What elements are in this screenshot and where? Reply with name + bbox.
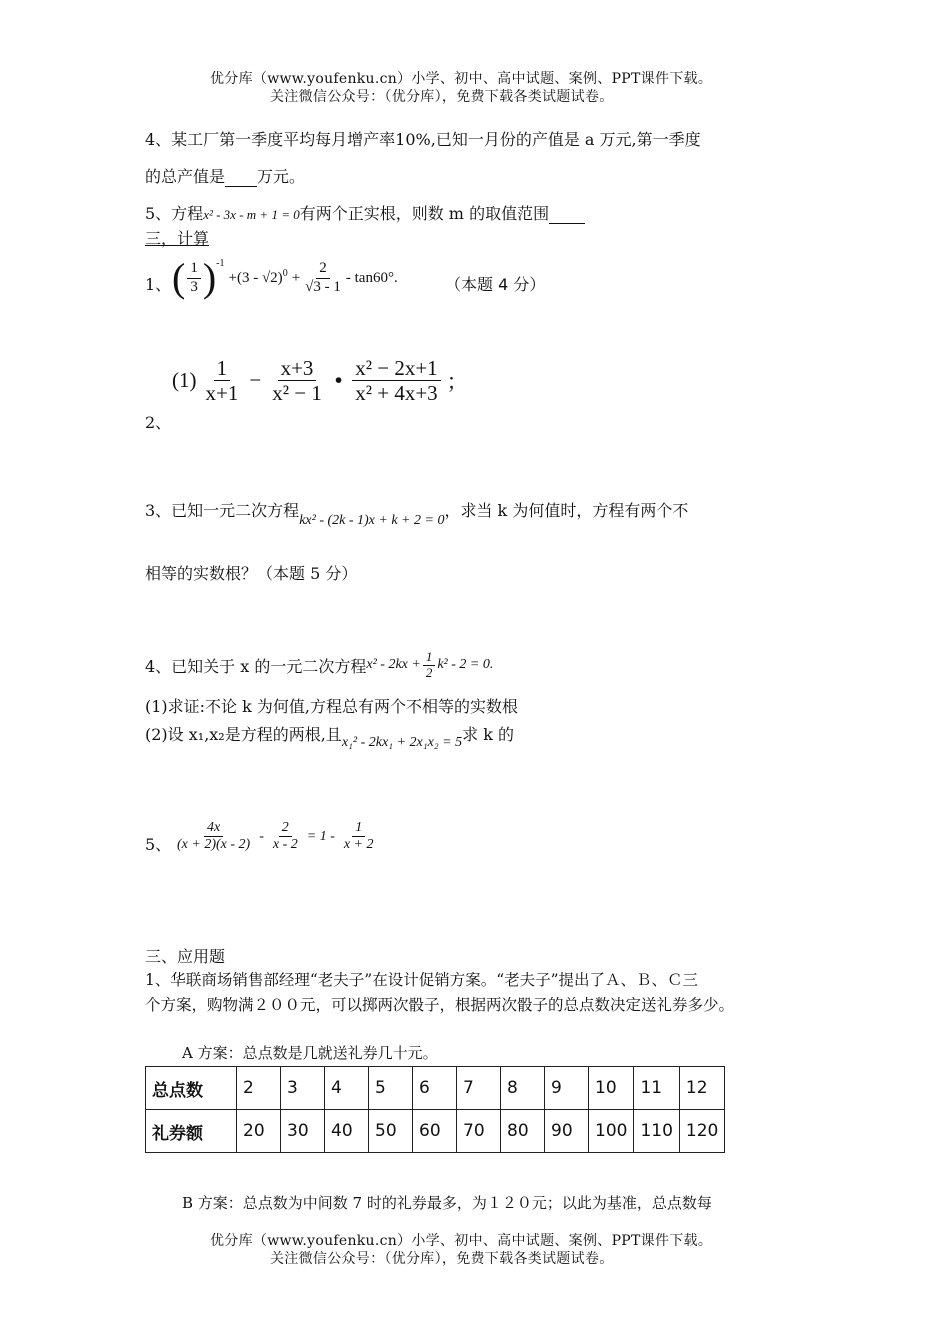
- apply-q1-line1: 1、华联商场销售部经理“老夫子”在设计促销方案。“老夫子”提出了Ａ、Ｂ、Ｃ三: [145, 971, 699, 989]
- header-line-2: 关注微信公众号：（优分库），免费下载各类试题试卷。: [270, 89, 614, 105]
- calc-q5-expression: [172, 820, 379, 853]
- calc-q3-question: ，求当 k 为何值时，方程有两个不: [444, 501, 689, 520]
- footer-line-2: 关注微信公众号：（优分库），免费下载各类试题试卷。: [270, 1251, 614, 1267]
- voucher-row: [146, 1110, 725, 1153]
- table-cell: 3: [281, 1067, 325, 1110]
- fraction: $\frac{\text{x² − 2x+1}}{\text{x² + 4x+3}}$: [352, 356, 440, 405]
- fraction: $\frac{1}{2}$: [423, 650, 436, 681]
- calc-q4-part2-question: 求 k 的: [462, 725, 514, 744]
- fill-q5-equation: x² - 3x - m + 1 = 0: [203, 207, 300, 222]
- operator: = 1 -: [306, 828, 335, 844]
- fill-q4-unit: 万元。: [257, 167, 306, 186]
- table-cell: 50: [369, 1110, 413, 1153]
- table-cell: 4: [325, 1067, 369, 1110]
- calc-q4-part2-text: (2)设 x₁,x₂是方程的两根,且: [145, 725, 342, 744]
- table-cell: 11: [634, 1067, 679, 1110]
- fill-q5-text: 5、方程: [145, 204, 204, 223]
- table-cell: 8: [501, 1067, 545, 1110]
- paren-close: ): [202, 255, 217, 300]
- points-row: [146, 1067, 725, 1110]
- section-calc-title: 三，计算: [145, 229, 210, 248]
- fraction: $\frac{2}{x - 2}$: [272, 820, 298, 853]
- calc-q3-equation: kx² - (2k - 1)x + k + 2 = 0: [299, 513, 445, 528]
- calc-q4-part2-equation: x₁² - 2kx₁ + 2x₁x₂ = 5: [341, 735, 463, 750]
- fill-q5: [145, 201, 585, 224]
- table-cell: 110: [634, 1110, 679, 1153]
- table-cell: 100: [589, 1110, 634, 1153]
- semicolon: ；: [446, 369, 468, 394]
- calc-q4-equation: x² - 2kx +: [366, 657, 421, 673]
- exponent: 0: [282, 268, 288, 279]
- operator: •: [334, 368, 343, 393]
- plan-a-text: A 方案：总点数是几就送礼券几十元。: [182, 1044, 438, 1062]
- operator: -: [259, 828, 264, 844]
- calc-q3-text: 3、已知一元二次方程: [145, 501, 300, 520]
- table-cell: 7: [457, 1067, 501, 1110]
- answer-blank[interactable]: [225, 167, 257, 187]
- calc-q1-number: 1、: [145, 275, 172, 294]
- table-cell: 20: [237, 1110, 281, 1153]
- footer-line-1: 优分库（www.youfenku.cn）小学、初中、高中试题、案例、PPT课件下载。: [210, 1233, 713, 1249]
- calc-q2-number: 2、: [145, 413, 172, 432]
- term: - tan60°.: [345, 269, 398, 286]
- fraction: $\frac{1}{x+1}$: [205, 356, 239, 406]
- apply-q1-line2: 个方案，购物满２００元，可以掷两次骰子，根据两次骰子的总点数决定送礼券多少。: [145, 996, 735, 1014]
- table-cell: 60: [413, 1110, 457, 1153]
- calc-q4-equation: k² - 2 = 0.: [437, 657, 494, 673]
- calc-q4-text: 4、已知关于 x 的一元二次方程: [145, 656, 367, 676]
- fraction: $\frac{4x}{(x + 2)(x - 2)}$: [177, 820, 251, 853]
- calc-q4-line1: [145, 650, 493, 681]
- operator: +: [291, 269, 301, 286]
- table-cell: 5: [369, 1067, 413, 1110]
- table-cell: 90: [545, 1110, 589, 1153]
- table-cell: 9: [545, 1067, 589, 1110]
- section-apply-title: 三、应用题: [145, 947, 226, 966]
- table-cell: 10: [589, 1067, 634, 1110]
- part-label: (1): [172, 368, 197, 393]
- table-cell: 6: [413, 1067, 457, 1110]
- plan-b-text: B 方案：总点数为中间数 7 时的礼券最多，为１２０元；以此为基准，总点数每: [182, 1194, 712, 1212]
- header-line-1: 优分库（www.youfenku.cn）小学、初中、高中试题、案例、PPT课件下载。: [210, 71, 713, 87]
- calc-q3-line2: 相等的实数根？（本题 5 分）: [145, 564, 358, 583]
- calc-q1-note: （本题 4 分）: [445, 275, 546, 294]
- table-cell: 12: [679, 1067, 724, 1110]
- table-cell: 80: [501, 1110, 545, 1153]
- answer-blank[interactable]: [549, 204, 585, 224]
- fraction: $\frac{2}{√3 - 1}$: [305, 260, 341, 295]
- calc-q4-part2: [145, 722, 514, 751]
- fill-q4-text: 的总产值是: [145, 167, 226, 186]
- table-cell: 2: [237, 1067, 281, 1110]
- calc-q2-expression: [172, 356, 468, 405]
- points-table: [145, 1066, 725, 1153]
- calc-q4-part1: (1)求证:不论 k 为何值,方程总有两个不相等的实数根: [145, 697, 519, 716]
- fill-q4-line1: 4、某工厂第一季度平均每月增产率10%,已知一月份的产值是 a 万元,第一季度: [145, 130, 701, 149]
- table-cell: 70: [457, 1110, 501, 1153]
- row-header: 礼券额: [146, 1110, 237, 1153]
- table-cell: 30: [281, 1110, 325, 1153]
- calc-q1-expression: [172, 255, 398, 300]
- table-cell: 40: [325, 1110, 369, 1153]
- fraction: $\frac{1}{x + 2}$: [343, 820, 374, 853]
- exponent: -1: [216, 258, 225, 269]
- operator: −: [249, 368, 262, 393]
- paren-open: (: [172, 255, 186, 300]
- calc-q3-line1: [145, 498, 688, 529]
- table-cell: 120: [679, 1110, 724, 1153]
- fill-q4-line2: [145, 164, 305, 187]
- row-header: 总点数: [146, 1067, 237, 1110]
- fraction: $\frac{x+3}{\text{x² − 1}}$: [272, 356, 322, 406]
- fill-q5-question: 有两个正实根，则数 m 的取值范围: [299, 204, 550, 223]
- term: +(3 - √2): [228, 269, 283, 286]
- calc-q5-number: 5、: [145, 835, 172, 854]
- fraction: $\frac{1}{3}$: [187, 260, 201, 296]
